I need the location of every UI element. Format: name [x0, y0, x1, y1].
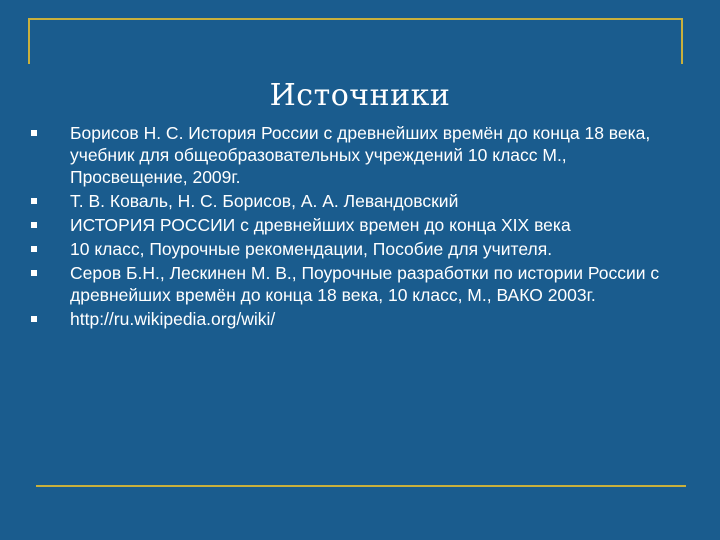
frame-bottom-line [36, 485, 686, 487]
list-item-text: 10 класс, Поурочные рекомендации, Пособие для учителя. [70, 239, 553, 259]
square-bullet-icon [31, 270, 37, 276]
sources-list [30, 122, 670, 332]
list-item [30, 308, 670, 330]
list-item-text: Т. В. Коваль, Н. С. Борисов, А. А. Левандовский [70, 191, 459, 211]
list-item [30, 122, 670, 188]
frame-top-line [28, 18, 683, 20]
list-item-text: Борисов Н. С. История России с древнейших времён до конца 18 века, учебник для общеобразовательных учреждений 10 класс М., Просвещение, 2009г. [70, 123, 651, 187]
list-item-text: Серов Б.Н., Лескинен М. В., Поурочные разработки по истории России с древнейших времён до конца 18 века, 10 класс, М., ВАКО 2003г. [70, 263, 660, 305]
slide-title: Источники [269, 78, 451, 113]
square-bullet-icon [31, 130, 37, 136]
list-item-link[interactable]: http://ru.wikipedia.org/wiki/ [70, 309, 276, 329]
list-item [30, 262, 670, 306]
list-item [30, 214, 670, 236]
square-bullet-icon [31, 246, 37, 252]
list-item [30, 238, 670, 260]
list-item-text: ИСТОРИЯ РОССИИ с древнейших времен до конца XIX века [70, 215, 571, 235]
frame-right-line [681, 18, 683, 64]
frame-left-line [28, 18, 30, 64]
square-bullet-icon [31, 198, 37, 204]
list-item [30, 190, 670, 212]
square-bullet-icon [31, 222, 37, 228]
square-bullet-icon [31, 316, 37, 322]
